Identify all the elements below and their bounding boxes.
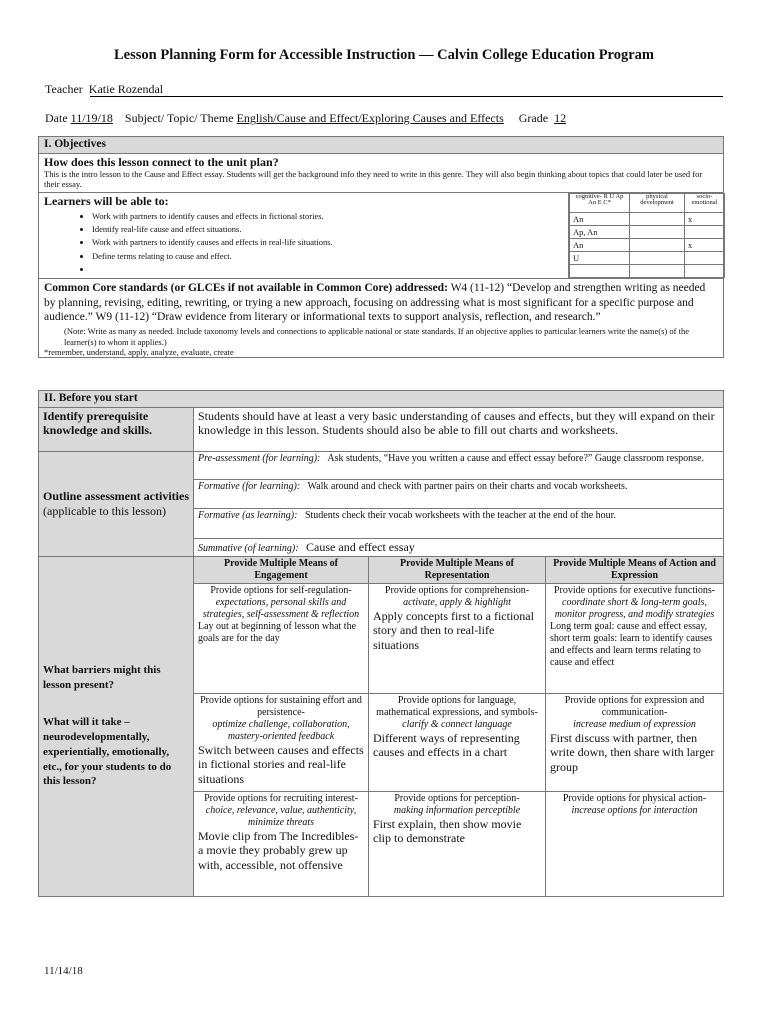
col-social: socio-emotional xyxy=(685,193,725,212)
r1c2-ital: activate, apply & highlight xyxy=(403,596,511,608)
formative-learning-label: Formative (for learning): xyxy=(198,480,301,492)
physical-cell xyxy=(630,212,685,225)
prereq-text: Students should have at least a very basic understanding of causes and effects, but they will expand on their knowledge in this lesson. Students should also be able to fill out charts and worksheets. xyxy=(194,407,724,451)
r3c3-ital: increase options for interaction xyxy=(571,804,698,816)
physical-cell xyxy=(630,238,685,251)
teacher-value: Katie Rozendal xyxy=(88,82,164,96)
footer-date: 11/14/18 xyxy=(44,965,83,977)
r1c2-head: Provide options for comprehension- xyxy=(384,584,530,596)
r2c1-ital: optimize challenge, collaboration, mastery-oriented feedback xyxy=(212,718,350,742)
social-cell: x xyxy=(685,212,725,225)
r1c1-ital: expectations, personal skills and strategies, self-assessment & reflection xyxy=(202,596,360,620)
learners-label: Learners will be able to: xyxy=(44,193,169,208)
social-cell: x xyxy=(685,238,725,251)
summative-text: Cause and effect essay xyxy=(306,539,415,554)
grade-value: 12 xyxy=(554,111,567,125)
r3c3-head: Provide options for physical action- xyxy=(562,792,707,804)
r3c2-text: First explain, then show movie clip to demonstrate xyxy=(373,816,522,846)
cognitive-cell: U xyxy=(570,251,630,264)
objectives-table xyxy=(38,136,724,358)
connect-answer: This is the intro lesson to the Cause and Effect essay. Students will get the background info they need to write in this genre. They will also begin thinking about topics that could later be used for their essay. xyxy=(44,169,703,190)
objectives-list xyxy=(44,210,563,276)
barriers-label: What barriers might this lesson present? xyxy=(43,664,161,692)
page-title: Lesson Planning Form for Accessible Instruction — Calvin College Education Program xyxy=(114,47,654,63)
taxonomy-table xyxy=(569,193,725,278)
r1c1-head: Provide options for self-regulation- xyxy=(210,584,352,596)
social-cell xyxy=(685,251,725,264)
r3c2-ital: making information perceptible xyxy=(393,804,521,816)
taxonomy-footnote: *remember, understand, apply, analyze, evaluate, create xyxy=(44,346,234,357)
date-line xyxy=(45,111,664,126)
summative-label: Summative (of learning): xyxy=(198,542,299,554)
cognitive-cell: Ap, An xyxy=(570,225,630,238)
r2c2-ital: clarify & connect language xyxy=(402,718,512,730)
take-label: What will it take – neurodevelopmentally, experientially, emotionally, etc., for your students to do this lesson? xyxy=(43,716,172,788)
col-engagement: Provide Multiple Means of Engagement xyxy=(194,556,369,583)
r1c1-text: Lay out at beginning of lesson what the goals are for the day xyxy=(198,620,357,644)
before-table xyxy=(38,390,724,897)
col-action: Provide Multiple Means of Action and Expression xyxy=(546,556,724,583)
r1c3-head: Provide options for executive functions- xyxy=(553,584,716,596)
physical-cell xyxy=(630,225,685,238)
formative-as-learning-label: Formative (as learning): xyxy=(198,509,298,521)
r2c3-head: Provide options for expression and communication- xyxy=(564,694,705,718)
r1c2-text: Apply concepts first to a fictional story and then to real-life situations xyxy=(373,608,534,652)
assess-sub: (applicable to this lesson) xyxy=(43,503,166,518)
objective-item: • Identify real-life cause and effect situations. xyxy=(92,223,563,236)
r3c1-text: Movie clip from The Incredibles- a movie they probably grew up with, accessible, not offensive xyxy=(198,828,359,872)
prereq-label: Identify prerequisite knowledge and skills. xyxy=(39,407,194,451)
before-header: II. Before you start xyxy=(39,391,724,408)
r2c1-head: Provide options for sustaining effort and persistence- xyxy=(200,694,362,718)
teacher-label: Teacher xyxy=(45,82,83,96)
col-representation: Provide Multiple Means of Representation xyxy=(369,556,546,583)
r1c3-text: Long term goal: cause and effect essay, short term goals: learn to identify causes and effects and learn terms relating to cause and effect xyxy=(550,620,713,668)
formative-learning-text: Walk around and check with partner pairs on their charts and vocab worksheets. xyxy=(307,480,628,492)
objectives-header: I. Objectives xyxy=(39,137,724,154)
pre-assessment-text: Ask students, “Have you written a cause and effect essay before?” Gauge classroom response. xyxy=(327,452,704,464)
ccs-text: W4 (11-12) “Develop and strengthen writing as needed by planning, revising, editing, rewriting, or trying a new approach, focusing on addressing what is most significant for a specific purpose and audience.” W9 (11-12) “Draw evidence from literary or informational texts to support analysis, reflection, and research.” xyxy=(44,281,706,324)
subject-label: Subject/ Topic/ Theme xyxy=(124,111,234,125)
r3c1-ital: choice, relevance, value, authenticity, minimize threats xyxy=(205,804,357,828)
r2c2-text: Different ways of representing causes and effects in a chart xyxy=(373,730,520,760)
r3c1-head: Provide options for recruiting interest- xyxy=(204,792,358,804)
pre-assessment-label: Pre-assessment (for learning): xyxy=(198,452,321,464)
r2c2-head: Provide options for language, mathematical expressions, and symbols- xyxy=(376,694,538,718)
objective-item: • Define terms relating to cause and effect. xyxy=(92,250,563,263)
grade-label: Grade xyxy=(518,111,549,125)
objective-item xyxy=(92,263,563,276)
teacher-rule xyxy=(90,96,723,97)
physical-cell xyxy=(630,264,685,277)
cognitive-cell xyxy=(570,264,630,277)
r2c3-ital: increase medium of expression xyxy=(573,718,696,730)
cognitive-cell: An xyxy=(570,238,630,251)
social-cell xyxy=(685,225,725,238)
connect-question: How does this lesson connect to the unit plan? xyxy=(44,154,279,169)
ccs-label: Common Core standards (or GLCEs if not available in Common Core) addressed: xyxy=(44,281,448,294)
col-physical: physical development xyxy=(630,193,685,212)
date-value: 11/19/18 xyxy=(70,111,113,125)
objective-item: • Work with partners to identify causes and effects in fictional stories. xyxy=(92,210,563,223)
date-label: Date xyxy=(45,111,68,125)
r2c1-text: Switch between causes and effects in fictional stories and real-life situations xyxy=(198,742,364,786)
physical-cell xyxy=(630,251,685,264)
subject-value: English/Cause and Effect/Exploring Causes and Effects xyxy=(236,111,504,125)
assess-label: Outline assessment activities xyxy=(43,489,189,504)
formative-as-learning-text: Students check their vocab worksheets with the teacher at the end of the hour. xyxy=(304,509,616,521)
r3c2-head: Provide options for perception- xyxy=(394,792,520,804)
r2c3-text: First discuss with partner, then write down, then share with larger group xyxy=(550,730,715,774)
cognitive-cell: An xyxy=(570,212,630,225)
objective-item: • Work with partners to identify causes and effects in real-life situations. xyxy=(92,236,563,249)
objectives-note: (Note: Write as many as needed. Include taxonomy levels and connections to applicable national or state standards. If an objective applies to particular learners write the name(s) of the learner(s) to whom it applies.) xyxy=(64,326,689,347)
col-cognitive: cognitive- R U Ap An E C* xyxy=(570,193,630,212)
social-cell xyxy=(685,264,725,277)
r1c3-ital: coordinate short & long-term goals, monitor progress, and modify strategies xyxy=(554,596,715,620)
teacher-line xyxy=(45,82,163,97)
